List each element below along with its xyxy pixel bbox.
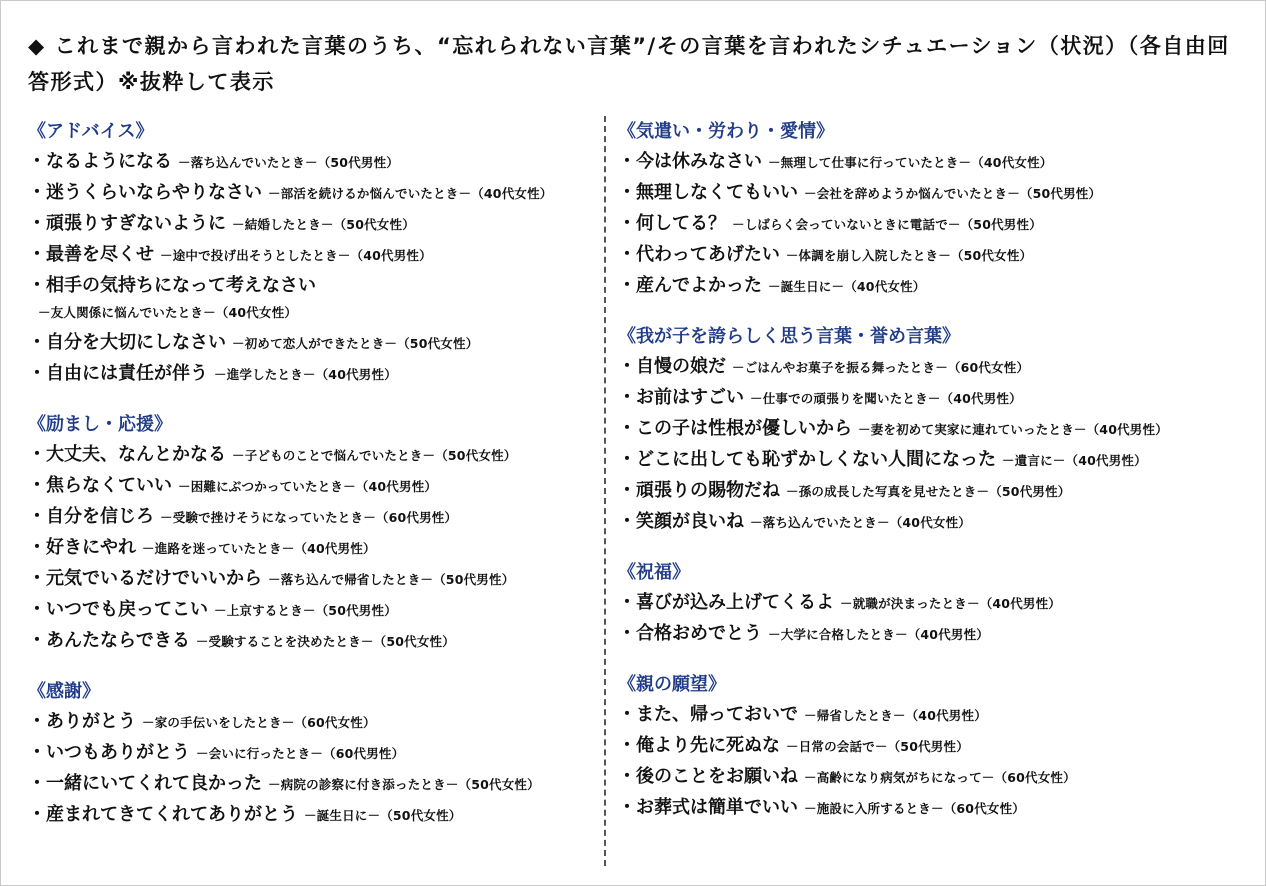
list-item — [618, 699, 1258, 730]
situation-text: －病院の診察に付き添ったとき－（50代女性） — [268, 777, 540, 792]
situation-text: －初めて恋人ができたとき－（50代女性） — [232, 336, 479, 351]
section-care — [618, 118, 1258, 301]
section-heading: 《感謝》 — [28, 681, 100, 702]
situation-text: －途中で投げ出そうとしたとき－（40代男性） — [160, 248, 432, 263]
situation-text: －仕事での頑張りを聞いたとき－（40代男性） — [750, 391, 1022, 406]
list-item — [28, 358, 598, 389]
list-item — [618, 270, 1258, 301]
right-column — [618, 118, 1258, 845]
situation-text: －部活を続けるか悩んでいたとき－（40代女性） — [268, 186, 553, 201]
quote-text: ・自由には責任が伴う — [28, 363, 208, 384]
column-divider — [604, 116, 606, 866]
section-parent-wishes — [618, 671, 1258, 823]
quote-text: ・自慢の娘だ — [618, 356, 726, 377]
situation-text: －遺言に－（40代男性） — [1002, 453, 1147, 468]
section-advice — [28, 118, 598, 389]
list-item — [28, 439, 598, 470]
list-item — [28, 532, 598, 563]
list-item — [28, 146, 598, 177]
quote-text: ・あんたならできる — [28, 630, 190, 651]
quote-text: ・この子は性根が優しいから — [618, 418, 852, 439]
section-heading: 《祝福》 — [618, 562, 690, 583]
situation-text: －高齢になり病気がちになって－（60代女性） — [804, 770, 1076, 785]
quote-text: ・また、帰っておいで — [618, 704, 798, 725]
section-heading: 《励まし・応援》 — [28, 414, 172, 435]
list-item — [28, 208, 598, 239]
situation-text: －会いに行ったとき－（60代男性） — [196, 746, 405, 761]
situation-text: －受験で挫けそうになっていたとき－（60代男性） — [160, 510, 458, 525]
situation-text: －しばらく会っていないときに電話で－（50代男性） — [732, 217, 1042, 232]
section-heading: 《親の願望》 — [618, 674, 726, 695]
quote-text: ・合格おめでとう — [618, 623, 762, 644]
list-item — [28, 625, 598, 656]
situation-text: －帰省したとき－（40代男性） — [804, 708, 987, 723]
quote-text: ・最善を尽くせ — [28, 244, 154, 265]
list-item — [28, 768, 598, 799]
list-item — [618, 618, 1258, 649]
quote-text: ・元気でいるだけでいいから — [28, 568, 262, 589]
list-item — [28, 470, 598, 501]
quote-text: ・頑張りすぎないように — [28, 213, 226, 234]
quote-text: ・無理しなくてもいい — [618, 182, 798, 203]
list-item — [618, 730, 1258, 761]
situation-text: －落ち込んでいたとき－（40代女性） — [750, 515, 971, 530]
list-item — [28, 737, 598, 768]
quote-text: ・後のことをお願いね — [618, 766, 798, 787]
situation-text: －進路を迷っていたとき－（40代男性） — [142, 541, 376, 556]
quote-text: ・一緒にいてくれて良かった — [28, 773, 262, 794]
quote-text: ・産んでよかった — [618, 275, 762, 296]
quote-text: ・産まれてきてくれてありがとう — [28, 804, 298, 825]
list-item — [618, 444, 1258, 475]
situation-text: －受験することを決めたとき－（50代女性） — [195, 634, 455, 649]
list-item — [618, 475, 1258, 506]
list-item — [28, 327, 598, 358]
situation-text: －落ち込んで帰省したとき－（50代男性） — [268, 572, 515, 587]
section-gratitude — [28, 678, 598, 830]
situation-text: －結婚したとき－（50代女性） — [232, 217, 415, 232]
quote-text: ・大丈夫、なんとかなる — [28, 444, 226, 465]
situation-text: －進学したとき－（40代男性） — [214, 367, 397, 382]
section-heading: 《我が子を誇らしく思う言葉・誉め言葉》 — [618, 326, 960, 347]
situation-text: －家の手伝いをしたとき－（60代女性） — [142, 715, 376, 730]
quote-text: ・笑顔が良いね — [618, 511, 744, 532]
situation-text: －会社を辞めようか悩んでいたとき－（50代男性） — [804, 186, 1102, 201]
left-column — [28, 118, 598, 852]
quote-text: ・お葬式は簡単でいい — [618, 797, 798, 818]
situation-text: －施設に入所するとき－（60代女性） — [804, 801, 1025, 816]
list-item — [28, 563, 598, 594]
list-item — [28, 706, 598, 737]
quote-text: ・なるようになる — [28, 151, 172, 172]
situation-text: －無理して仕事に行っていたとき－（40代女性） — [768, 155, 1053, 170]
section-blessing — [618, 559, 1258, 649]
quote-text: ・ありがとう — [28, 711, 136, 732]
section-praise — [618, 323, 1258, 537]
list-item — [618, 146, 1258, 177]
quote-text: ・自分を大切にしなさい — [28, 332, 226, 353]
situation-text: －ごはんやお菓子を振る舞ったとき－（60代女性） — [732, 360, 1030, 375]
situation-text: －孫の成長した写真を見せたとき－（50代男性） — [786, 484, 1071, 499]
list-item — [618, 351, 1258, 382]
quote-text: ・お前はすごい — [618, 387, 744, 408]
page-title: ◆ これまで親から言われた言葉のうち、“忘れられない言葉”/その言葉を言われたシチュエーション（状況）（各自由回答形式）※抜粋して表示 — [28, 34, 1230, 94]
list-item — [28, 799, 598, 830]
list-item — [618, 792, 1258, 823]
situation-text: －困難にぶつかっていたとき－（40代男性） — [178, 479, 438, 494]
quote-text: ・迷うくらいならやりなさい — [28, 182, 262, 203]
quote-text: ・どこに出しても恥ずかしくない人間になった — [618, 449, 996, 470]
section-heading: 《気遣い・労わり・愛情》 — [618, 121, 834, 142]
list-item — [28, 594, 598, 625]
list-item — [618, 208, 1258, 239]
list-item — [28, 501, 598, 532]
situation-text: －大学に合格したとき－（40代男性） — [768, 627, 989, 642]
quote-text: ・代わってあげたい — [618, 244, 780, 265]
list-item — [618, 587, 1258, 618]
situation-text: －誕生日に－（40代女性） — [768, 279, 926, 294]
list-item — [618, 239, 1258, 270]
situation-text: －子どものことで悩んでいたとき－（50代女性） — [232, 448, 517, 463]
quote-text: ・何してる？ — [618, 213, 726, 234]
situation-text: －体調を崩し入院したとき－（50代女性） — [785, 248, 1033, 263]
quote-text: ・俺より先に死ぬな — [618, 735, 780, 756]
quote-text: ・今は休みなさい — [618, 151, 762, 172]
quote-text: ・焦らなくていい — [28, 475, 172, 496]
situation-text: －就職が決まったとき－（40代男性） — [840, 596, 1061, 611]
quote-text: ・いつもありがとう — [28, 742, 190, 763]
situation-text: －落ち込んでいたとき－（50代男性） — [178, 155, 399, 170]
situation-text: －上京するとき－（50代男性） — [214, 603, 397, 618]
list-item — [28, 239, 598, 270]
section-heading: 《アドバイス》 — [28, 121, 154, 142]
list-item — [618, 506, 1258, 537]
list-item — [28, 270, 598, 327]
list-item — [618, 177, 1258, 208]
list-item — [618, 413, 1258, 444]
list-item — [618, 761, 1258, 792]
quote-text: ・相手の気持ちになって考えなさい — [28, 275, 316, 296]
list-item — [28, 177, 598, 208]
quote-text: ・いつでも戻ってこい — [28, 599, 208, 620]
situation-text: －妻を初めて実家に連れていったとき－（40代男性） — [858, 422, 1168, 437]
situation-text: －友人関係に悩んでいたとき－（40代女性） — [38, 305, 298, 320]
situation-text: －誕生日に－（50代女性） — [304, 808, 462, 823]
quote-text: ・頑張りの賜物だね — [618, 480, 780, 501]
list-item — [618, 382, 1258, 413]
section-encouragement — [28, 411, 598, 656]
quote-text: ・好きにやれ — [28, 537, 136, 558]
situation-text: －日常の会話で－（50代男性） — [786, 739, 969, 754]
quote-text: ・自分を信じろ — [28, 506, 154, 527]
quote-text: ・喜びが込み上げてくるよ — [618, 592, 834, 613]
